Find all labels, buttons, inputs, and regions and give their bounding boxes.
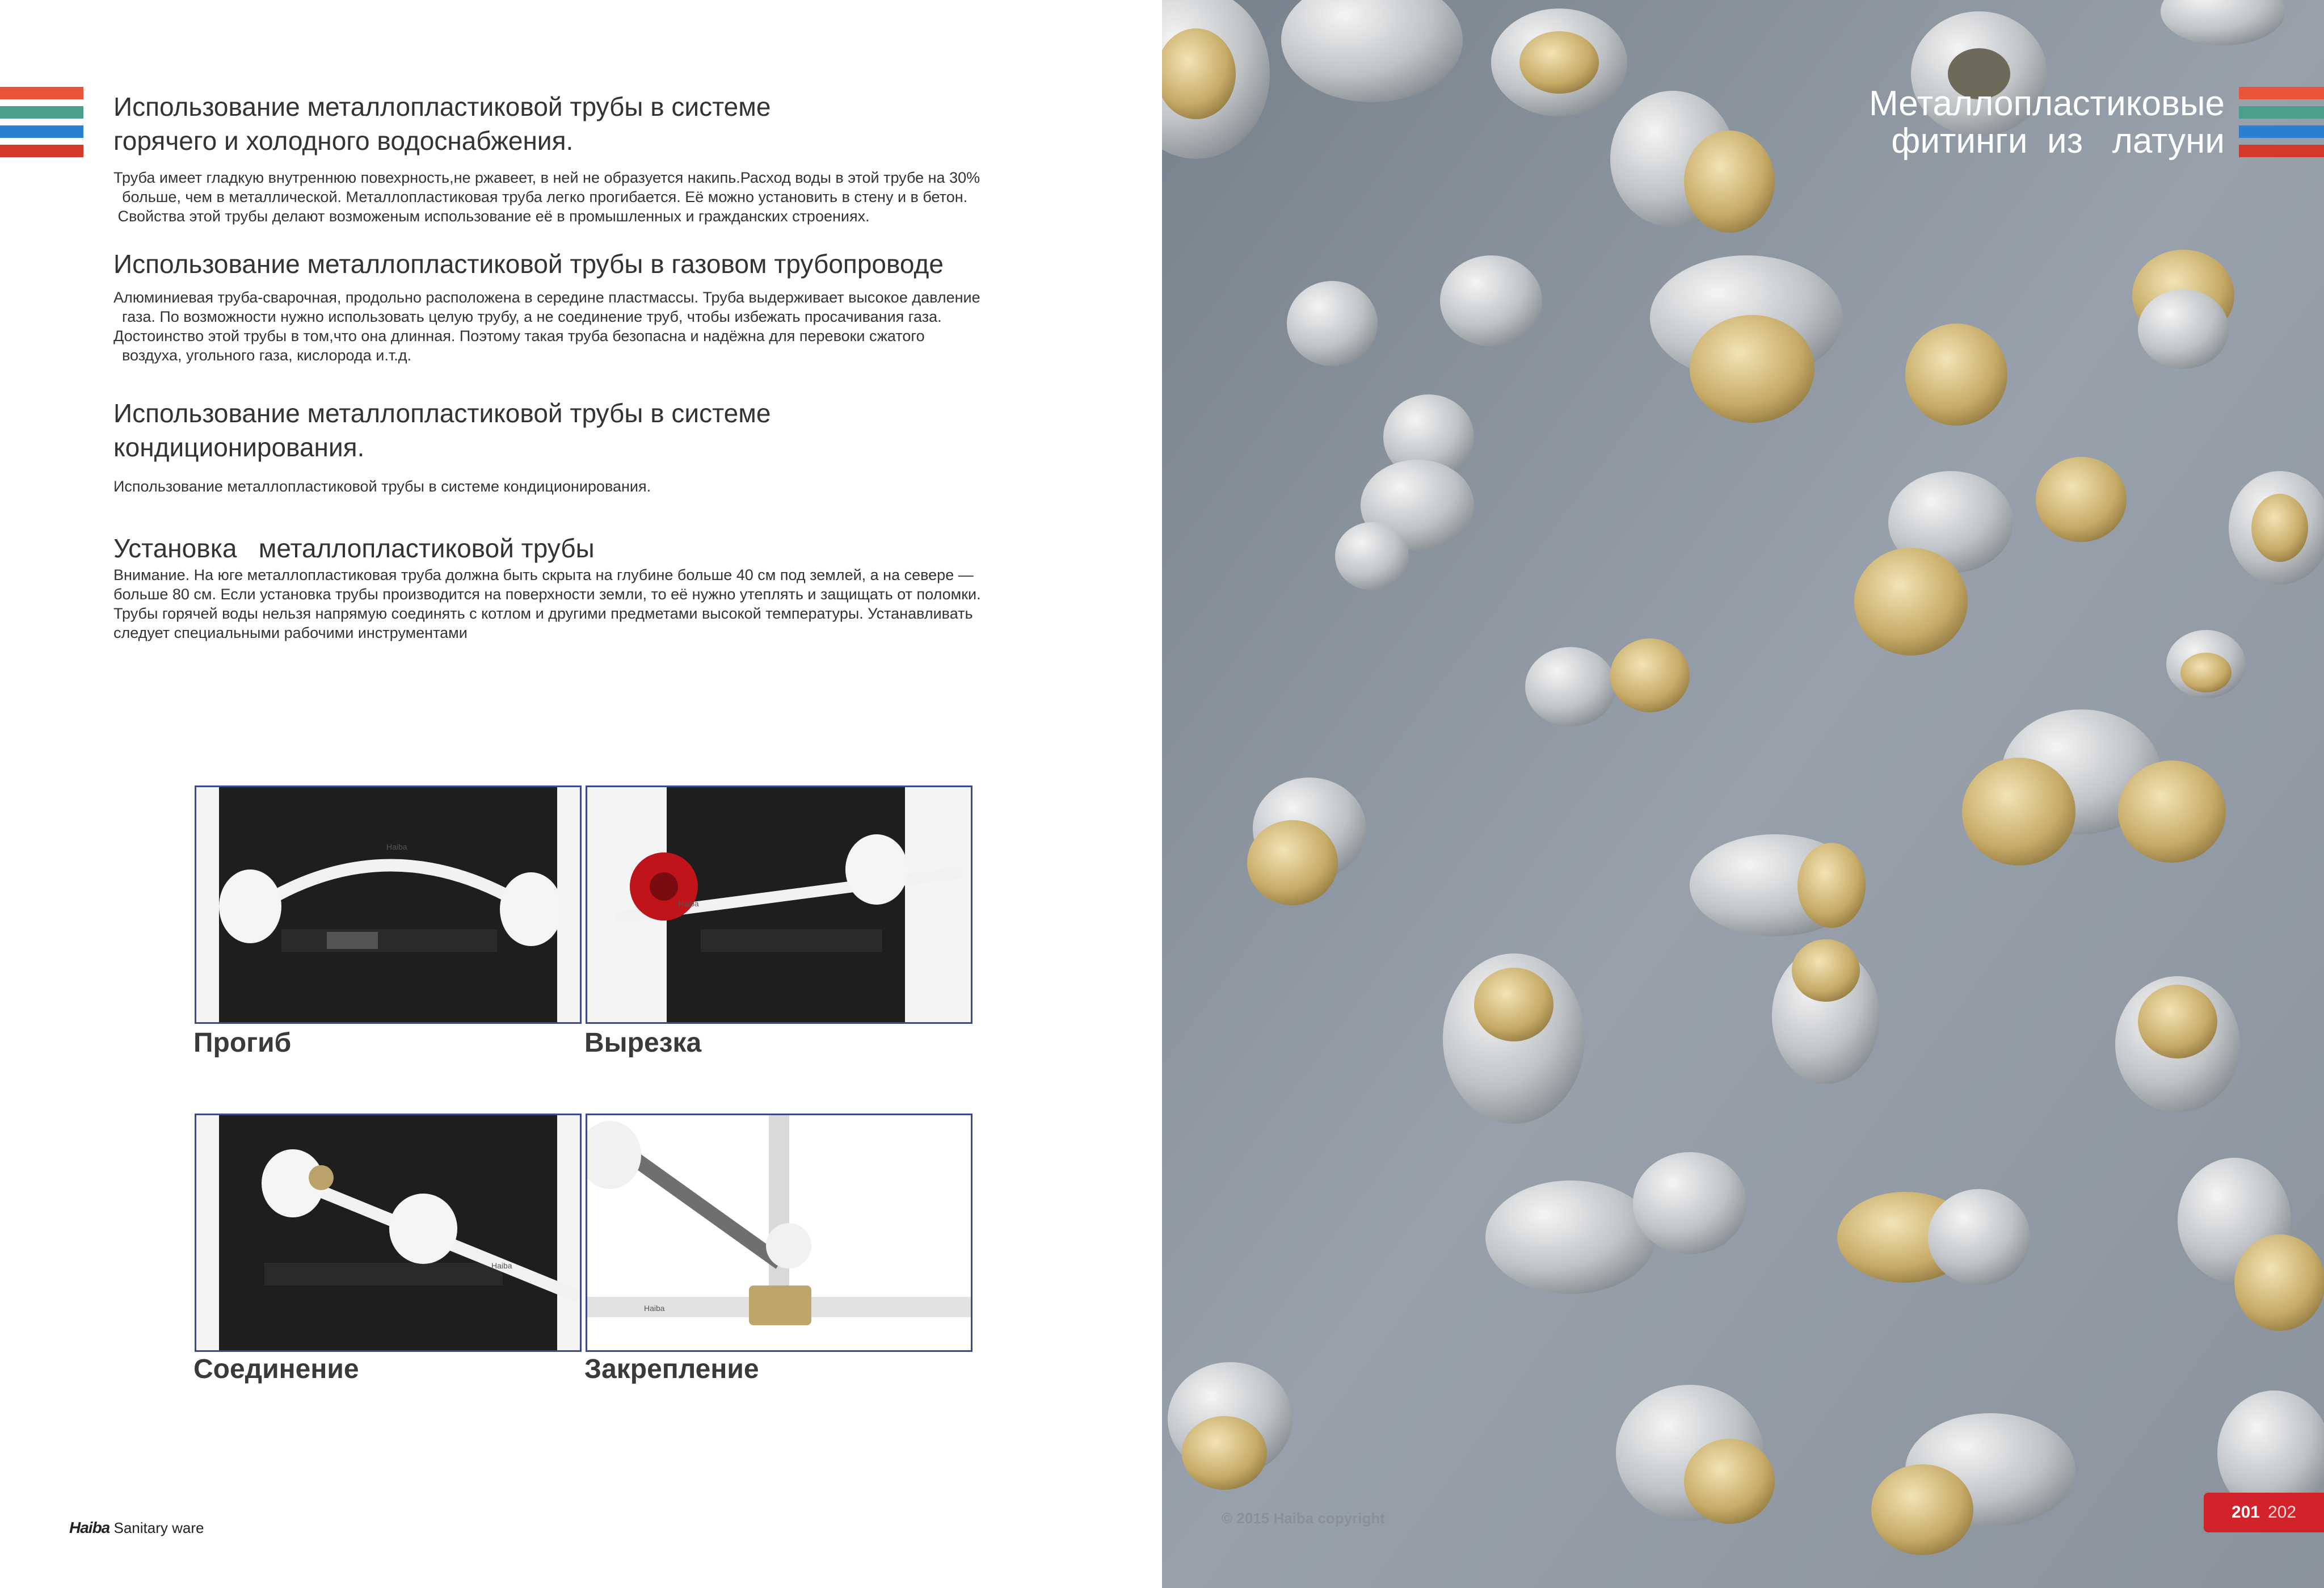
section-line: газа. По возможности нужно использовать целую трубу, а не соединение труб, чтобы избежать просачивания газа. bbox=[113, 308, 942, 325]
photo-cutting bbox=[586, 785, 972, 1024]
footer-brand bbox=[69, 1519, 204, 1537]
photo-bending bbox=[195, 785, 582, 1024]
section-heading: Использование металлопластиковой трубы в газовом трубопроводе bbox=[113, 249, 944, 279]
fittings-photo bbox=[1162, 0, 2324, 1588]
section-line: следует специальными рабочими инструментами bbox=[113, 624, 468, 641]
section-installation bbox=[113, 531, 981, 642]
photo-fixing bbox=[586, 1114, 972, 1352]
section-line: Использование металлопластиковой трубы в системе кондиционирования. bbox=[113, 478, 651, 495]
section-line: Алюминиевая труба-сварочная, продольно расположена в середине пластмассы. Труба выдерживает высокое давление bbox=[113, 289, 980, 306]
caption-cutting: Вырезка bbox=[584, 1028, 702, 1058]
color-stripes-right bbox=[2239, 87, 2324, 164]
svg-text:Haiba: Haiba bbox=[491, 1261, 512, 1270]
section-line: Свойства этой трубы делают возможеным использование её в промышленных и гражданских строениях. bbox=[113, 208, 870, 225]
section-line: Достоинство этой трубы в том,что она длинная. Поэтому такая труба безопасна и надёжна для перевоки сжатого bbox=[113, 327, 925, 345]
section-heading: Установка металлопластиковой трубы bbox=[113, 533, 595, 563]
section-water-supply bbox=[113, 90, 1078, 226]
section-gas-pipeline bbox=[113, 247, 980, 365]
svg-text:Haiba: Haiba bbox=[386, 842, 407, 851]
section-heading: Использование металлопластиковой трубы в системе кондиционирования. bbox=[113, 398, 771, 462]
svg-text:Haiba: Haiba bbox=[644, 1304, 665, 1313]
section-line: Трубы горячей воды нельзя напрямую соединять с котлом и другими предметами высокой температуры. Устанавливать bbox=[113, 605, 973, 622]
copyright-text: © 2015 Haiba copyright bbox=[1222, 1510, 1385, 1527]
brand-tagline: Sanitary ware bbox=[113, 1519, 204, 1536]
section-heading: Использование металлопластиковой трубы в системе горячего и холодного водоснабжения. bbox=[113, 92, 771, 156]
text-column bbox=[113, 90, 1078, 641]
svg-text:Haiba: Haiba bbox=[678, 899, 699, 908]
section-line: воздуха, угольного газа, кислорода и.т.д. bbox=[113, 347, 411, 364]
brand-logo: Haiba bbox=[69, 1519, 110, 1536]
section-line: Внимание. На юге металлопластиковая труба должна быть скрыта на глубине больше 40 см под землей, а на севере — bbox=[113, 566, 974, 583]
section-title: Металлопластиковые фитинги из латуни bbox=[1868, 84, 2225, 161]
caption-bending: Прогиб bbox=[193, 1028, 292, 1058]
right-page bbox=[1162, 0, 2324, 1588]
section-line: больше 80 см. Если установка трубы производится на поверхности земли, то её нужно утеплять и защищать от поломки. bbox=[113, 586, 981, 603]
page-number-badge bbox=[2204, 1493, 2324, 1532]
caption-fixing: Закрепление bbox=[584, 1354, 759, 1384]
caption-connecting: Соединение bbox=[193, 1354, 359, 1384]
color-stripes-left bbox=[0, 87, 83, 164]
section-line: Труба имеет гладкую внутреннюю повехрность,не ржавеет, в ней не образуется накипь.Расход воды в этой трубе на 30% bbox=[113, 169, 980, 186]
photo-connecting bbox=[195, 1114, 582, 1352]
page-number-current: 201 bbox=[2231, 1503, 2260, 1522]
page-number-next: 202 bbox=[2268, 1503, 2297, 1522]
section-air-conditioning bbox=[113, 396, 771, 496]
section-line: больше, чем в металлической. Металлопластиковая труба легко прогибается. Её можно установить в стену и в бетон. bbox=[113, 188, 968, 205]
